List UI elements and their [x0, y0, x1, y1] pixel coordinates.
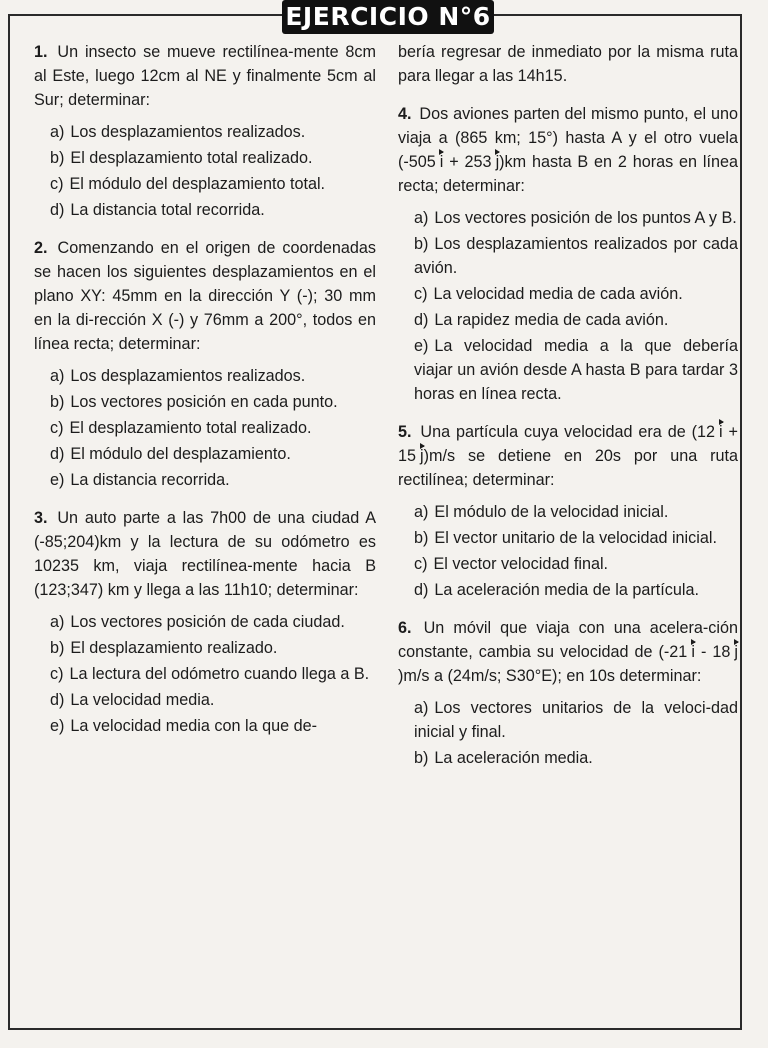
unit-vector-j: j [496, 150, 500, 174]
subquestion [50, 714, 376, 738]
subquestion-letter: c) [414, 285, 428, 303]
unit-vector-j: j [734, 640, 738, 664]
subquestion-text: La velocidad media a la que debería viajar un avión desde A hasta B para tardar 3 horas en línea recta. [414, 337, 738, 403]
problem-text: )m/s a (24m/s; S30°E); en 10s determinar: [398, 667, 702, 685]
subquestion-letter: d) [50, 691, 65, 709]
problem-number: 3. [34, 509, 48, 527]
problem-text: Dos aviones parten del mismo punto, el uno viaja a (865 km; 15°) hasta A y el otro vuela (-505 [398, 105, 738, 171]
problem-statement [398, 102, 738, 198]
problem-2 [34, 236, 376, 492]
subquestion-text: La velocidad media. [70, 691, 215, 709]
subquestion-text: El desplazamiento total realizado. [70, 149, 313, 167]
subquestion-text: Los vectores posición de cada ciudad. [70, 613, 345, 631]
subquestion-letter: d) [414, 311, 429, 329]
unit-vector-j: j [420, 444, 424, 468]
subquestion-text: Los desplazamientos realizados. [70, 367, 306, 385]
subquestion-text: La lectura del odómetro cuando llega a B. [69, 665, 370, 683]
subquestion [414, 746, 738, 770]
subquestion-letter: c) [50, 419, 64, 437]
problem-3 [34, 506, 376, 738]
problem-4 [398, 102, 738, 406]
subquestion-letter: a) [50, 613, 65, 631]
problem-text: Comenzando en el origen de coordenadas se hacen los siguientes desplazamientos en el plano XY: 45mm en la dirección Y (-); 30 mm en la di-rección X (-) y 76mm a 200°, todos en línea recta; determinar: [34, 239, 376, 353]
subquestion-text: Los vectores posición en cada punto. [70, 393, 338, 411]
subquestion-text: La aceleración media. [434, 749, 593, 767]
subquestion-text: La distancia total recorrida. [70, 201, 265, 219]
subquestion [50, 146, 376, 170]
subquestion [50, 662, 376, 686]
subquestion-list [414, 206, 738, 406]
subquestion [414, 206, 738, 230]
subquestion-text: El vector velocidad final. [433, 555, 609, 573]
subquestion-list [50, 364, 376, 492]
subquestion [50, 416, 376, 440]
subquestion-letter: c) [50, 665, 64, 683]
subquestion [414, 526, 738, 550]
subquestion-letter: d) [414, 581, 429, 599]
subquestion-text: El desplazamiento total realizado. [69, 419, 312, 437]
problem-text: Un auto parte a las 7h00 de una ciudad A (-85;204)km y la lectura de su odómetro es 10235 km, viaja rectilínea-mente hacia B (123;347) km y llega a las 11h10; determinar: [34, 509, 376, 599]
subquestion-letter: b) [414, 749, 429, 767]
subquestion [50, 198, 376, 222]
problem-statement [398, 420, 738, 492]
subquestion [414, 232, 738, 280]
problem-text: )km hasta B en 2 horas en línea recta; determinar: [398, 153, 738, 195]
unit-vector-i: i [719, 420, 723, 444]
exercise-title: EJERCICIO N°6 [282, 0, 494, 34]
subquestion [50, 610, 376, 634]
left-column [34, 40, 376, 752]
subquestion [50, 442, 376, 466]
unit-vector-i: i [440, 150, 444, 174]
subquestion [50, 636, 376, 660]
subquestion-letter: e) [50, 471, 65, 489]
subquestion-list [414, 696, 738, 770]
subquestion-text: El módulo del desplazamiento. [70, 445, 291, 463]
problem-statement [34, 40, 376, 112]
subquestion [414, 308, 738, 332]
subquestion-text: Los vectores posición de los puntos A y B. [434, 209, 737, 227]
subquestion-list [50, 610, 376, 738]
subquestion-letter: a) [50, 367, 65, 385]
subquestion-letter: a) [50, 123, 65, 141]
subquestion-letter: c) [414, 555, 428, 573]
right-column [398, 40, 738, 784]
subquestion [414, 500, 738, 524]
subquestion [414, 578, 738, 602]
problem-statement [34, 236, 376, 356]
subquestion-letter: b) [50, 393, 65, 411]
subquestion [414, 696, 738, 744]
subquestion-letter: c) [50, 175, 64, 193]
subquestion-letter: e) [414, 337, 429, 355]
subquestion-letter: a) [414, 699, 429, 717]
problem-text: Un insecto se mueve rectilínea-mente 8cm al Este, luego 12cm al NE y finalmente 5cm al Sur; determinar: [34, 43, 377, 109]
subquestion-list [414, 500, 738, 602]
subquestion-letter: b) [50, 639, 65, 657]
subquestion-text: La distancia recorrida. [70, 471, 230, 489]
subquestion-text: La rapidez media de cada avión. [434, 311, 669, 329]
problem-text: - 18 [700, 643, 731, 661]
problem-text: )m/s se detiene en 20s por una ruta rectilínea; determinar: [398, 447, 738, 489]
subquestion-letter: e) [50, 717, 65, 735]
subquestion-letter: b) [414, 529, 429, 547]
subquestion-text: Los vectores unitarios de la veloci-dad inicial y final. [414, 699, 738, 741]
problem-text: + 253 [449, 153, 492, 171]
problem-number: 6. [398, 619, 412, 637]
problem-number: 2. [34, 239, 48, 257]
problem-statement [34, 506, 376, 602]
subquestion-text: Los desplazamientos realizados. [70, 123, 306, 141]
problem-statement [398, 616, 738, 688]
subquestion [414, 552, 738, 576]
subquestion-letter: d) [50, 201, 65, 219]
subquestion-list [50, 120, 376, 222]
subquestion-text: El módulo del desplazamiento total. [69, 175, 326, 193]
problem-text: Un móvil que viaja con una acelera-ción constante, cambia su velocidad de (-21 [398, 619, 738, 661]
subquestion [50, 688, 376, 712]
problem-number: 4. [398, 105, 412, 123]
problem-6 [398, 616, 738, 770]
subquestion [414, 282, 738, 306]
subquestion-text: La velocidad media con la que de- [70, 717, 317, 735]
subquestion-text: La aceleración media de la partícula. [434, 581, 699, 599]
subquestion-letter: a) [414, 209, 429, 227]
subquestion-letter: d) [50, 445, 65, 463]
subquestion-letter: a) [414, 503, 429, 521]
subquestion [50, 390, 376, 414]
subquestion-text: El vector unitario de la velocidad inicial. [434, 529, 717, 547]
subquestion-text: El módulo de la velocidad inicial. [434, 503, 669, 521]
subquestion [414, 334, 738, 406]
subquestion [50, 120, 376, 144]
subquestion [50, 364, 376, 388]
unit-vector-i: i [691, 640, 695, 664]
problem-1 [34, 40, 376, 222]
subquestion [50, 172, 376, 196]
subquestion-text: Los desplazamientos realizados por cada avión. [414, 235, 738, 277]
problem-number: 5. [398, 423, 412, 441]
subquestion-letter: b) [50, 149, 65, 167]
problem-5 [398, 420, 738, 602]
problem-text: Una partícula cuya velocidad era de (12 [420, 423, 716, 441]
problem-text: + 15 [398, 423, 738, 465]
subquestion-text: El desplazamiento realizado. [70, 639, 278, 657]
subquestion-letter: b) [414, 235, 429, 253]
subquestion [50, 468, 376, 492]
continuation-text: bería regresar de inmediato por la misma ruta para llegar a las 14h15. [398, 43, 738, 85]
subquestion-text: La velocidad media de cada avión. [433, 285, 683, 303]
problem-number: 1. [34, 43, 48, 61]
problem-3-continuation [398, 40, 738, 88]
